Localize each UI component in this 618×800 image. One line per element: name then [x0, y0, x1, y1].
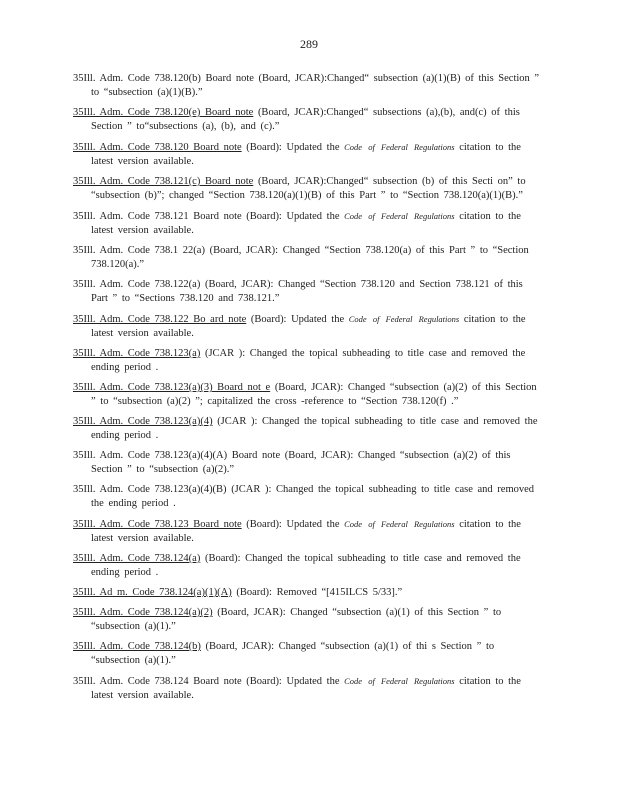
cfr-title-italic: Code of Federal Regulations — [348, 314, 460, 324]
amendment-description: Board note (Board, JCAR): Changed “subsection (a)(2) of this Section ” to “subsection (a)(2).” — [91, 450, 511, 475]
amendment-description: (Board, JCAR): Changed “subsection (a)(1) of this Section ” to “subsection (a)(1).” — [91, 607, 502, 632]
amendment-entry — [73, 209, 543, 238]
citation-reference: 35Ill. Adm. Code 738.120(b) — [73, 73, 201, 84]
citation-reference: 35Ill. Adm. Code 738.123(a) — [73, 348, 201, 359]
amendment-description-continued: citation to the latest version available. — [91, 211, 521, 236]
amendment-description: (Board, JCAR): Changed “subsection (a)(2) of this Section ” to “subsection (a)(2) ”; capitalized the cross -reference to “Section 738.120(f) .” — [91, 382, 537, 407]
amendment-description: (Board, JCAR):Changed“ subsections (a),(b), and(c) of this Section ” to“subsections (a), (b), and (c).” — [91, 107, 520, 132]
amendment-description-continued: citation to the latest version available. — [91, 314, 526, 339]
amendment-description: (Board): Changed the topical subheading to title case and removed the ending period . — [91, 553, 521, 578]
citation-reference: 35Ill. Adm. Code 738.123(a)(4)(A) — [73, 450, 228, 461]
amendment-entry — [73, 140, 543, 169]
citation-reference: 35Ill. Adm. Code 738.123(a)(4) — [73, 416, 213, 427]
amendment-description: (Board): Updated the — [246, 314, 349, 325]
amendment-entry — [73, 449, 543, 477]
amendment-description: (JCAR ): Changed the topical subheading to title case and removed the ending period . — [91, 416, 538, 441]
amendment-entry — [73, 106, 543, 134]
amendment-description: (Board, JCAR): Changed “Section 738.120 and Section 738.121 of this Part ” to “Sections 738.120 and 738.121.” — [91, 279, 523, 304]
amendment-description: (Board): Updated the — [241, 676, 345, 687]
amendment-description: (Board): Updated the — [241, 519, 345, 530]
amendment-description: (Board, JCAR): Changed “Section 738.120(a) of this Part ” to “Section 738.120(a).” — [91, 245, 529, 270]
citation-reference: 35Ill. Adm. Code 738.121(c) Board note — [73, 176, 254, 187]
amendment-description: (Board): Removed “[415ILCS 5/33].” — [231, 587, 403, 598]
amendment-entry — [73, 674, 543, 703]
amendment-description: (JCAR ): Changed the topical subheading to title case and removed the ending period . — [91, 348, 526, 373]
citation-reference: 35Ill. Adm. Code 738.122 Bo ard note — [73, 314, 247, 325]
amendment-entry — [73, 381, 543, 409]
citation-reference: 35Ill. Adm. Code 738.121 Board note — [73, 211, 242, 222]
cfr-title-italic: Code of Federal Regulations — [344, 142, 455, 152]
amendment-description: (Board, JCAR): Changed “subsection (a)(1) of thi s Section ” to “subsection (a)(1).” — [91, 641, 495, 666]
citation-reference: 35Ill. Adm. Code 738.1 22(a) — [73, 245, 205, 256]
citation-reference: 35Ill. Adm. Code 738.123 Board note — [73, 519, 242, 530]
amendment-entry — [73, 347, 543, 375]
page-number: 289 — [300, 37, 318, 51]
amendment-entry — [73, 517, 543, 546]
amendment-description: (Board): Updated the — [241, 142, 345, 153]
amendment-entry — [73, 72, 543, 100]
amendment-entry — [73, 175, 543, 203]
amendment-description-continued: citation to the latest version available. — [91, 519, 521, 544]
amendment-entry — [73, 640, 543, 668]
amendment-entry — [73, 606, 543, 634]
citation-reference: 35Ill. Adm. Code 738.124(b) — [73, 641, 201, 652]
amendment-description-continued: citation to the latest version available. — [91, 142, 521, 167]
citation-reference: 35Ill. Adm. Code 738.124(a) — [73, 553, 201, 564]
amendment-entry — [73, 415, 543, 443]
amendment-entry — [73, 483, 543, 511]
citation-reference: 35Ill. Adm. Code 738.123(a)(3) Board not e — [73, 382, 271, 393]
amendment-entry — [73, 586, 543, 600]
citation-reference: 35Ill. Adm. Code 738.123(a)(4)(B) — [73, 484, 227, 495]
amendment-description: (JCAR ): Changed the topical subheading to title case and removed the ending period . — [91, 484, 535, 509]
cfr-title-italic: Code of Federal Regulations — [344, 211, 455, 221]
amendment-description: (Board, JCAR):Changed“ subsection (b) of this Secti on” to “subsection (b)”; changed “Section 738.120(a)(1)(B) of this Part ” to “Section 738.120(a)(1)(B).” — [91, 176, 526, 201]
amendment-entry — [73, 244, 543, 272]
cfr-title-italic: Code of Federal Regulations — [344, 676, 455, 686]
amendment-description-continued: citation to the latest version available. — [91, 676, 521, 701]
citation-reference: 35Ill. Adm. Code 738.124 Board note — [73, 676, 242, 687]
citation-reference: 35Ill. Ad m. Code 738.124(a)(1)(A) — [73, 587, 232, 598]
amendment-list — [73, 72, 543, 709]
amendment-description: Board note (Board, JCAR):Changed“ subsection (a)(1)(B) of this Section ” to “subsection (a)(1)(B).” — [91, 73, 540, 98]
citation-reference: 35Ill. Adm. Code 738.120 Board note — [73, 142, 242, 153]
citation-reference: 35Ill. Adm. Code 738.120(e) Board note — [73, 107, 254, 118]
amendment-entry — [73, 552, 543, 580]
amendment-entry — [73, 312, 543, 341]
amendment-description: (Board): Updated the — [241, 211, 345, 222]
citation-reference: 35Ill. Adm. Code 738.124(a)(2) — [73, 607, 213, 618]
cfr-title-italic: Code of Federal Regulations — [344, 519, 455, 529]
amendment-entry — [73, 278, 543, 306]
citation-reference: 35Ill. Adm. Code 738.122(a) — [73, 279, 201, 290]
